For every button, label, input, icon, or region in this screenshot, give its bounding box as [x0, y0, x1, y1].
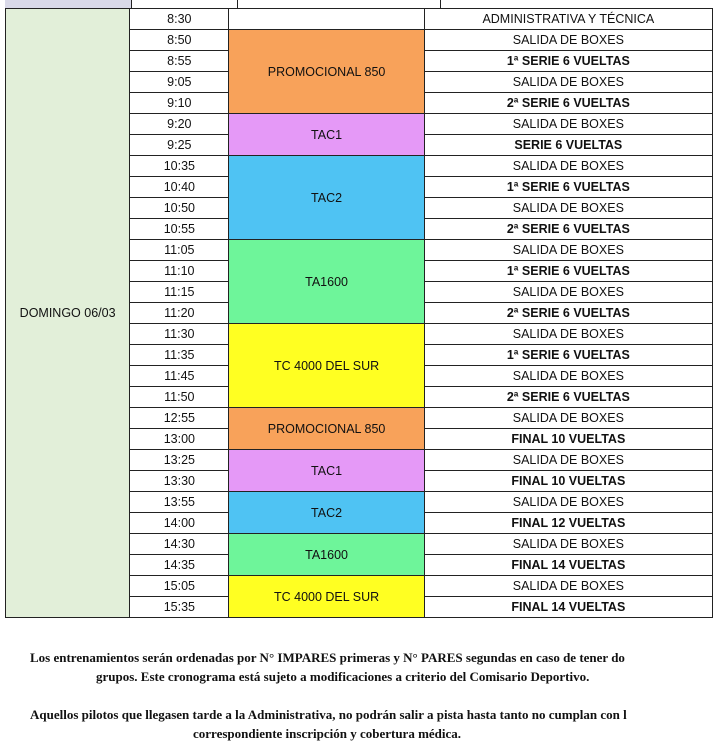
category-cell: PROMOCIONAL 850 [229, 408, 424, 450]
category-cell: TC 4000 DEL SUR [229, 324, 424, 408]
activity-cell: SALIDA DE BOXES [424, 324, 712, 345]
activity-cell: 1ª SERIE 6 VUELTAS [424, 177, 712, 198]
time-cell: 9:10 [130, 93, 229, 114]
time-cell: 8:30 [130, 9, 229, 30]
time-cell: 11:15 [130, 282, 229, 303]
activity-cell: SALIDA DE BOXES [424, 450, 712, 471]
category-cell: TAC1 [229, 114, 424, 156]
time-cell: 13:25 [130, 450, 229, 471]
note-line: correspondiente inscripción y cobertura médica. [193, 726, 462, 741]
activity-cell: 1ª SERIE 6 VUELTAS [424, 51, 712, 72]
time-cell: 12:55 [130, 408, 229, 429]
time-cell: 11:10 [130, 261, 229, 282]
time-cell: 10:55 [130, 219, 229, 240]
category-cell: TAC2 [229, 492, 424, 534]
time-cell: 11:20 [130, 303, 229, 324]
activity-cell: 1ª SERIE 6 VUELTAS [424, 261, 712, 282]
time-cell: 14:30 [130, 534, 229, 555]
time-cell: 14:35 [130, 555, 229, 576]
time-cell: 9:20 [130, 114, 229, 135]
column-divider [237, 0, 238, 8]
activity-cell: SALIDA DE BOXES [424, 72, 712, 93]
time-cell: 10:35 [130, 156, 229, 177]
category-cell: TAC1 [229, 450, 424, 492]
category-cell: TA1600 [229, 240, 424, 324]
column-divider [440, 0, 441, 8]
time-cell: 9:05 [130, 72, 229, 93]
activity-cell: SALIDA DE BOXES [424, 30, 712, 51]
activity-cell: SALIDA DE BOXES [424, 114, 712, 135]
activity-cell: 2ª SERIE 6 VUELTAS [424, 219, 712, 240]
time-cell: 13:55 [130, 492, 229, 513]
time-cell: 13:00 [130, 429, 229, 450]
activity-cell: FINAL 14 VUELTAS [424, 555, 712, 576]
category-cell [229, 9, 424, 30]
activity-cell: FINAL 12 VUELTAS [424, 513, 712, 534]
activity-cell: FINAL 10 VUELTAS [424, 429, 712, 450]
activity-cell: SALIDA DE BOXES [424, 198, 712, 219]
category-cell: PROMOCIONAL 850 [229, 30, 424, 114]
time-cell: 11:30 [130, 324, 229, 345]
previous-day-cell [5, 0, 132, 8]
note-paragraph-2 [30, 707, 713, 742]
category-cell: TC 4000 DEL SUR [229, 576, 424, 618]
note-line: Los entrenamientos serán ordenadas por N° IMPARES primeras y N° PARES segundas en caso de tener do [30, 650, 625, 665]
time-cell: 14:00 [130, 513, 229, 534]
schedule-row [6, 9, 713, 30]
activity-cell: 2ª SERIE 6 VUELTAS [424, 93, 712, 114]
note-line: grupos. Este cronograma está sujeto a modificaciones a criterio del Comisario Deportivo. [96, 669, 590, 684]
category-cell: TAC2 [229, 156, 424, 240]
activity-cell: SALIDA DE BOXES [424, 408, 712, 429]
activity-cell: FINAL 14 VUELTAS [424, 597, 712, 618]
time-cell: 10:50 [130, 198, 229, 219]
schedule-body [6, 9, 713, 618]
activity-cell: SALIDA DE BOXES [424, 282, 712, 303]
activity-cell: SALIDA DE BOXES [424, 492, 712, 513]
activity-cell: SERIE 6 VUELTAS [424, 135, 712, 156]
time-cell: 11:05 [130, 240, 229, 261]
activity-cell: 2ª SERIE 6 VUELTAS [424, 303, 712, 324]
time-cell: 15:35 [130, 597, 229, 618]
activity-cell: FINAL 10 VUELTAS [424, 471, 712, 492]
activity-cell: SALIDA DE BOXES [424, 240, 712, 261]
day-label: DOMINGO 06/03 [6, 9, 130, 618]
activity-cell: SALIDA DE BOXES [424, 366, 712, 387]
time-cell: 8:55 [130, 51, 229, 72]
time-cell: 8:50 [130, 30, 229, 51]
activity-cell: SALIDA DE BOXES [424, 156, 712, 177]
activity-cell: SALIDA DE BOXES [424, 576, 712, 597]
time-cell: 10:40 [130, 177, 229, 198]
time-cell: 11:45 [130, 366, 229, 387]
activity-cell: 2ª SERIE 6 VUELTAS [424, 387, 712, 408]
time-cell: 9:25 [130, 135, 229, 156]
time-cell: 13:30 [130, 471, 229, 492]
time-cell: 11:35 [130, 345, 229, 366]
category-cell: TA1600 [229, 534, 424, 576]
activity-cell: 1ª SERIE 6 VUELTAS [424, 345, 712, 366]
activity-cell: SALIDA DE BOXES [424, 534, 712, 555]
schedule-table [5, 8, 713, 618]
note-line: Aquellos pilotos que llegasen tarde a la Administrativa, no podrán salir a pista hasta tanto no cumplan con l [30, 707, 627, 722]
activity-cell: ADMINISTRATIVA Y TÉCNICA [424, 9, 712, 30]
time-cell: 15:05 [130, 576, 229, 597]
note-paragraph-1 [30, 650, 713, 685]
time-cell: 11:50 [130, 387, 229, 408]
